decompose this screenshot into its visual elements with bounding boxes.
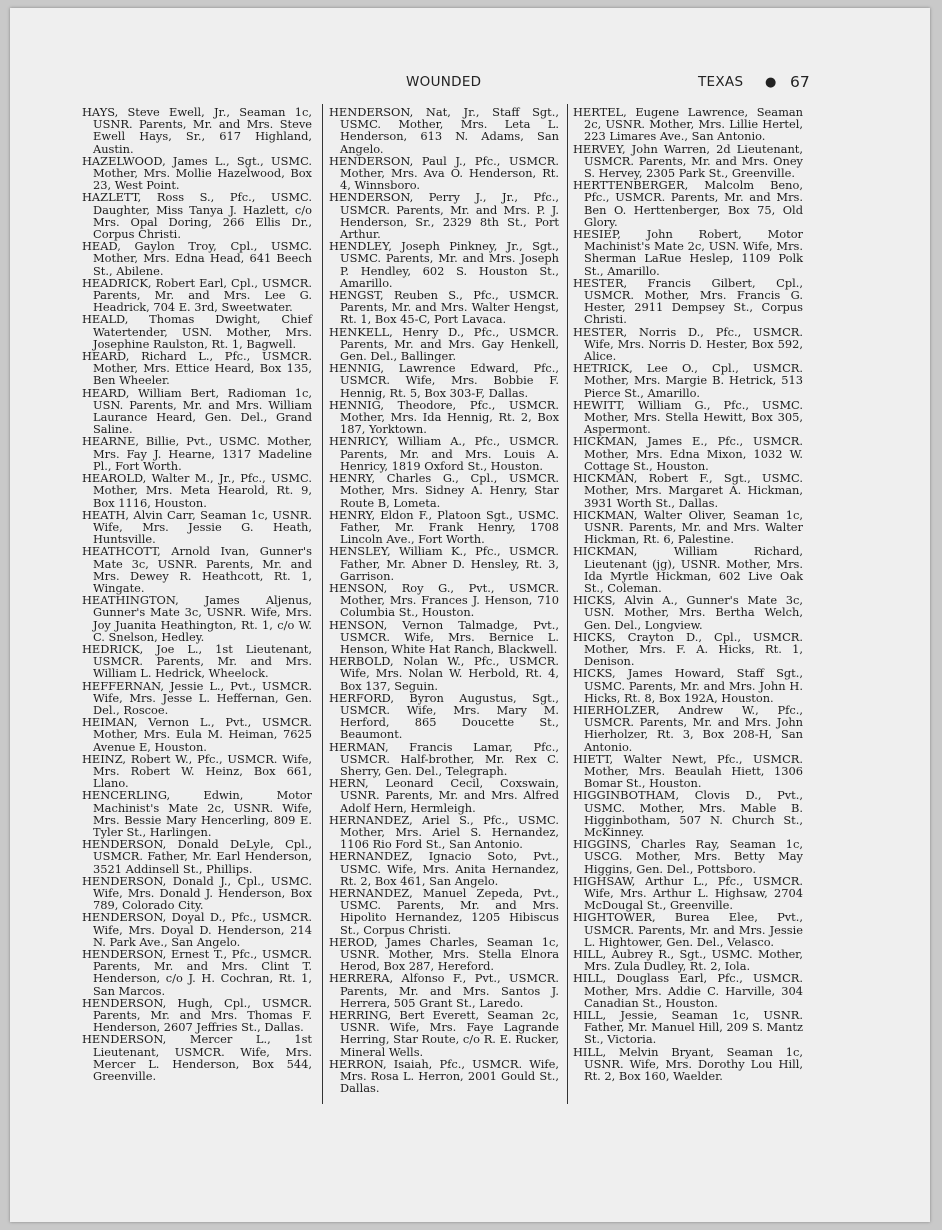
casualty-entry: HICKMAN, William Richard, Lieutenant (jg), USNR. Mother, Mrs. Ida Myrtle Hickman, 602 Live Oak St., Coleman. xyxy=(573,544,803,595)
casualty-entry: HERBOLD, Nolan W., Pfc., USMCR. Wife, Mrs. Nolan W. Herbold, Rt. 4, Box 137, Seguin. xyxy=(329,654,559,693)
column-3 xyxy=(573,106,803,1082)
casualty-entry: HAYS, Steve Ewell, Jr., Seaman 1c, USNR. Parents, Mr. and Mrs. Steve Ewell Hays, Sr., 617 Highland, Austin. xyxy=(82,105,312,156)
casualty-entry: HAZELWOOD, James L., Sgt., USMC. Mother, Mrs. Mollie Hazelwood, Box 23, West Point. xyxy=(82,153,312,193)
casualty-entry: HENNIG, Theodore, Pfc., USMCR. Mother, Mrs. Ida Hennig, Rt. 2, Box 187, Yorktown. xyxy=(329,397,559,437)
casualty-entry: HENCERLING, Edwin, Motor Machinist's Mate 2c, USNR. Wife, Mrs. Bessie Mary Hencerling, 809 E. Tyler St., Harlingen. xyxy=(82,788,312,839)
casualty-entry: HEATHCOTT, Arnold Ivan, Gunner's Mate 3c, USNR. Parents, Mr. and Mrs. Dewey R. Heathcott, Rt. 1, Wingate. xyxy=(82,544,312,595)
casualty-entry: HERTTENBERGER, Malcolm Beno, Pfc., USMCR. Parents, Mr. and Mrs. Ben O. Herttenberger, Box 75, Old Glory. xyxy=(573,178,803,229)
casualty-entry: HENSON, Roy G., Pvt., USMCR. Mother, Mrs. Frances J. Henson, 710 Columbia St., Houston. xyxy=(329,580,559,620)
casualty-entry: HENDERSON, Nat, Jr., Staff Sgt., USMC. Mother, Mrs. Leta L. Henderson, 613 N. Adams, San Angelo. xyxy=(329,105,559,156)
page-header xyxy=(10,74,930,98)
casualty-entry: HILL, Jessie, Seaman 1c, USNR. Father, Mr. Manuel Hill, 209 S. Mantz St., Victoria. xyxy=(573,1008,803,1047)
casualty-entry: HEARD, William Bert, Radioman 1c, USN. Parents, Mr. and Mrs. William Laurance Heard, Gen. Del., Grand Saline. xyxy=(82,385,312,437)
section-title: WOUNDED xyxy=(406,74,482,90)
casualty-entry: HICKMAN, James E., Pfc., USMCR. Mother, Mrs. Edna Mixon, 1032 W. Cottage St., Houston. xyxy=(573,434,803,473)
casualty-entry: HEARNE, Billie, Pvt., USMC. Mother, Mrs. Fay J. Hearne, 1317 Madeline Pl., Fort Worth. xyxy=(82,434,312,473)
casualty-entry: HEAD, Gaylon Troy, Cpl., USMC. Mother, Mrs. Edna Head, 641 Beech St., Abilene. xyxy=(82,239,312,278)
casualty-entry: HIGGINS, Charles Ray, Seaman 1c, USCG. Mother, Mrs. Betty May Higgins, Gen. Del., Pottsboro. xyxy=(573,837,803,876)
casualty-entry: HIGGINBOTHAM, Clovis D., Pvt., USMC. Mother, Mrs. Mable B. Higginbotham, 507 N. Church St., McKinney. xyxy=(573,788,803,839)
casualty-entry: HENDLEY, Joseph Pinkney, Jr., Sgt., USMC. Parents, Mr. and Mrs. Joseph P. Hendley, 602 S. Houston St., Amarillo. xyxy=(329,239,559,290)
casualty-entry: HENDERSON, Donald DeLyle, Cpl., USMCR. Father, Mr. Earl Henderson, 3521 Addinsell St., Phillips. xyxy=(82,837,312,876)
casualty-entry: HENDERSON, Hugh, Cpl., USMCR. Parents, Mr. and Mrs. Thomas F. Henderson, 2607 Jeffries St., Dallas. xyxy=(82,995,312,1035)
casualty-entry: HENSLEY, William K., Pfc., USMCR. Father, Mr. Abner D. Hensley, Rt. 3, Garrison. xyxy=(329,544,559,583)
casualty-entry: HETRICK, Lee O., Cpl., USMCR. Mother, Mrs. Margie B. Hetrick, 513 Pierce St., Amarillo. xyxy=(573,361,803,400)
casualty-entry: HENDERSON, Mercer L., 1st Lieutenant, USMCR. Wife, Mrs. Mercer L. Henderson, Box 544, Greenville. xyxy=(82,1032,312,1084)
column-divider xyxy=(567,104,568,1104)
casualty-entry: HICKS, Crayton D., Cpl., USMCR. Mother, Mrs. F. A. Hicks, Rt. 1, Denison. xyxy=(573,629,803,669)
casualty-entry: HERRON, Isaiah, Pfc., USMCR. Wife, Mrs. Rosa L. Herron, 2001 Gould St., Dallas. xyxy=(329,1056,559,1096)
column-1 xyxy=(82,106,312,1082)
casualty-entry: HERNANDEZ, Ignacio Soto, Pvt., USMC. Wife, Mrs. Anita Hernandez, Rt. 2, Box 461, San Angelo. xyxy=(329,849,559,888)
casualty-entry: HEINZ, Robert W., Pfc., USMCR. Wife, Mrs. Robert W. Heinz, Box 661, Llano. xyxy=(82,751,312,791)
casualty-entry: HERNANDEZ, Ariel S., Pfc., USMC. Mother, Mrs. Ariel S. Hernandez, 1106 Rio Ford St., San Antonio. xyxy=(329,812,559,852)
casualty-entry: HIETT, Walter Newt, Pfc., USMCR. Mother, Mrs. Beaulah Hiett, 1306 Bomar St., Houston. xyxy=(573,751,803,791)
casualty-entry: HERVEY, John Warren, 2d Lieutenant, USMCR. Parents, Mr. and Mrs. Oney S. Hervey, 2305 Park St., Greenville. xyxy=(573,141,803,181)
casualty-entry: HEFFERNAN, Jessie L., Pvt., USMCR. Wife, Mrs. Jesse L. Heffernan, Gen. Del., Roscoe. xyxy=(82,678,312,717)
casualty-entry: HIGHTOWER, Burea Elee, Pvt., USMCR. Parents, Mr. and Mrs. Jessie L. Hightower, Gen. Del., Velasco. xyxy=(573,910,803,949)
casualty-entry: HENDERSON, Paul J., Pfc., USMCR. Mother, Mrs. Ava O. Henderson, Rt. 4, Winnsboro. xyxy=(329,153,559,193)
casualty-entry: HENDERSON, Ernest T., Pfc., USMCR. Parents, Mr. and Mrs. Clint T. Henderson, c/o J. H. Cochran, Rt. 1, San Marcos. xyxy=(82,947,312,998)
casualty-entry: HENGST, Reuben S., Pfc., USMCR. Parents, Mr. and Mrs. Walter Hengst, Rt. 1, Box 45-C, Port Lavaca. xyxy=(329,288,559,327)
casualty-entry: HEALD, Thomas Dwight, Chief Watertender, USN. Mother, Mrs. Josephine Raulston, Rt. 1, Bagwell. xyxy=(82,312,312,351)
casualty-entry: HERRING, Bert Everett, Seaman 2c, USNR. Wife, Mrs. Faye Lagrande Herring, Star Route, c/o R. E. Rucker, Mineral Wells. xyxy=(329,1008,559,1059)
casualty-entry: HENRY, Eldon F., Platoon Sgt., USMC. Father, Mr. Frank Henry, 1708 Lincoln Ave., Fort Worth. xyxy=(329,507,559,547)
casualty-entry: HENRY, Charles G., Cpl., USMCR. Mother, Mrs. Sidney A. Henry, Star Route B, Lometa. xyxy=(329,471,559,510)
casualty-entry: HERRERA, Alfonso F., Pvt., USMCR. Parents, Mr. and Mrs. Santos J. Herrera, 505 Grant St., Laredo. xyxy=(329,971,559,1010)
casualty-entry: HEWITT, William G., Pfc., USMC. Mother, Mrs. Stella Hewitt, Box 305, Aspermont. xyxy=(573,397,803,437)
document-page xyxy=(10,8,930,1222)
column-divider xyxy=(322,104,323,1104)
casualty-entry: HENRICY, William A., Pfc., USMCR. Parents, Mr. and Mrs. Louis A. Henricy, 1819 Oxford St., Houston. xyxy=(329,434,559,473)
casualty-entry: HESIEP, John Robert, Motor Machinist's Mate 2c, USN. Wife, Mrs. Sherman LaRue Heslep, 1109 Polk St., Amarillo. xyxy=(573,227,803,278)
casualty-entry: HEADRICK, Robert Earl, Cpl., USMCR. Parents, Mr. and Mrs. Lee G. Headrick, 704 E. 3rd, Sweetwater. xyxy=(82,275,312,315)
casualty-entry: HESTER, Norris D., Pfc., USMCR. Wife, Mrs. Norris D. Hester, Box 592, Alice. xyxy=(573,324,803,364)
casualty-entry: HAZLETT, Ross S., Pfc., USMC. Daughter, Miss Tanya J. Hazlett, c/o Mrs. Opal Doring, 266 Ellis Dr., Corpus Christi. xyxy=(82,190,312,242)
page-number: 67 xyxy=(790,73,810,91)
casualty-entry: HICKMAN, Robert F., Sgt., USMC. Mother, Mrs. Margaret A. Hickman, 3931 Worth St., Dallas. xyxy=(573,471,803,510)
casualty-entry: HEAROLD, Walter M., Jr., Pfc., USMC. Mother, Mrs. Meta Hearold, Rt. 9, Box 1116, Houston. xyxy=(82,471,312,510)
casualty-entry: HENDERSON, Donald J., Cpl., USMC. Wife, Mrs. Donald J. Henderson, Box 789, Colorado City. xyxy=(82,873,312,913)
state-label: TEXAS xyxy=(698,74,744,90)
bullet-icon: ● xyxy=(765,75,777,90)
casualty-entry: HENKELL, Henry D., Pfc., USMCR. Parents, Mr. and Mrs. Gay Henkell, Gen. Del., Ballinger. xyxy=(329,324,559,364)
casualty-entry: HESTER, Francis Gilbert, Cpl., USMCR. Mother, Mrs. Francis G. Hester, 2911 Dempsey St., Corpus Christi. xyxy=(573,275,803,327)
casualty-entry: HERN, Leonard Cecil, Coxswain, USNR. Parents, Mr. and Mrs. Alfred Adolf Hern, Hermleigh. xyxy=(329,776,559,815)
casualty-entry: HERMAN, Francis Lamar, Pfc., USMCR. Half-brother, Mr. Rex C. Sherry, Gen. Del., Telegraph. xyxy=(329,739,559,778)
casualty-entry: HILL, Melvin Bryant, Seaman 1c, USNR. Wife, Mrs. Dorothy Lou Hill, Rt. 2, Box 160, Waelder. xyxy=(573,1044,803,1084)
casualty-entry: HERFORD, Byron Augustus, Sgt., USMCR. Wife, Mrs. Mary M. Herford, 865 Doucette St., Beaumont. xyxy=(329,690,559,742)
casualty-entry: HICKS, James Howard, Staff Sgt., USMC. Parents, Mr. and Mrs. John H. Hicks, Rt. 8, Box 192A, Houston. xyxy=(573,666,803,705)
casualty-entry: HEROD, James Charles, Seaman 1c, USNR. Mother, Mrs. Stella Elnora Herod, Box 287, Hereford. xyxy=(329,934,559,974)
casualty-entry: HENDERSON, Perry J., Jr., Pfc., USMCR. Parents, Mr. and Mrs. P. J. Henderson, Sr., 2329 8th St., Port Arthur. xyxy=(329,190,559,242)
casualty-entry: HENSON, Vernon Talmadge, Pvt., USMCR. Wife, Mrs. Bernice L. Henson, White Hat Ranch, Blackwell. xyxy=(329,617,559,656)
casualty-entry: HERNANDEZ, Manuel Zepeda, Pvt., USMC. Parents, Mr. and Mrs. Hipolito Hernandez, 1205 Hibiscus St., Corpus Christi. xyxy=(329,886,559,937)
casualty-entry: HEATH, Alvin Carr, Seaman 1c, USNR. Wife, Mrs. Jessie G. Heath, Huntsville. xyxy=(82,507,312,547)
column-2 xyxy=(329,106,559,1094)
casualty-entry: HIGHSAW, Arthur L., Pfc., USMCR. Wife, Mrs. Arthur L. Highsaw, 2704 McDougal St., Greenville. xyxy=(573,873,803,913)
casualty-entry: HICKS, Alvin A., Gunner's Mate 3c, USN. Mother, Mrs. Bertha Welch, Gen. Del., Longview. xyxy=(573,593,803,632)
casualty-entry: HEIMAN, Vernon L., Pvt., USMCR. Mother, Mrs. Eula M. Heiman, 7625 Avenue E, Houston. xyxy=(82,715,312,754)
casualty-entry: HIERHOLZER, Andrew W., Pfc., USMCR. Parents, Mr. and Mrs. John Hierholzer, Rt. 3, Box 208-H, San Antonio. xyxy=(573,702,803,754)
casualty-entry: HENDERSON, Doyal D., Pfc., USMCR. Wife, Mrs. Doyal D. Henderson, 214 N. Park Ave., San Angelo. xyxy=(82,910,312,949)
casualty-entry: HERTEL, Eugene Lawrence, Seaman 2c, USNR. Mother, Mrs. Lillie Hertel, 223 Limares Ave., San Antonio. xyxy=(573,105,803,144)
casualty-entry: HILL, Aubrey R., Sgt., USMC. Mother, Mrs. Zula Dudley, Rt. 2, Iola. xyxy=(573,947,803,974)
casualty-entry: HEATHINGTON, James Aljenus, Gunner's Mate 3c, USNR. Wife, Mrs. Joy Juanita Heathington, Rt. 1, c/o W. C. Snelson, Hedley. xyxy=(82,593,312,644)
casualty-entry: HEARD, Richard L., Pfc., USMCR. Mother, Mrs. Ettice Heard, Box 135, Ben Wheeler. xyxy=(82,349,312,388)
casualty-entry: HILL, Douglass Earl, Pfc., USMCR. Mother, Mrs. Addie C. Harville, 304 Canadian St., Houston. xyxy=(573,971,803,1010)
casualty-entry: HICKMAN, Walter Oliver, Seaman 1c, USNR. Parents, Mr. and Mrs. Walter Hickman, Rt. 6, Palestine. xyxy=(573,507,803,547)
casualty-entry: HENNIG, Lawrence Edward, Pfc., USMCR. Wife, Mrs. Bobbie F. Hennig, Rt. 5, Box 303-F, Dallas. xyxy=(329,361,559,400)
casualty-entry: HEDRICK, Joe L., 1st Lieutenant, USMCR. Parents, Mr. and Mrs. William L. Hedrick, Wheelock. xyxy=(82,641,312,681)
